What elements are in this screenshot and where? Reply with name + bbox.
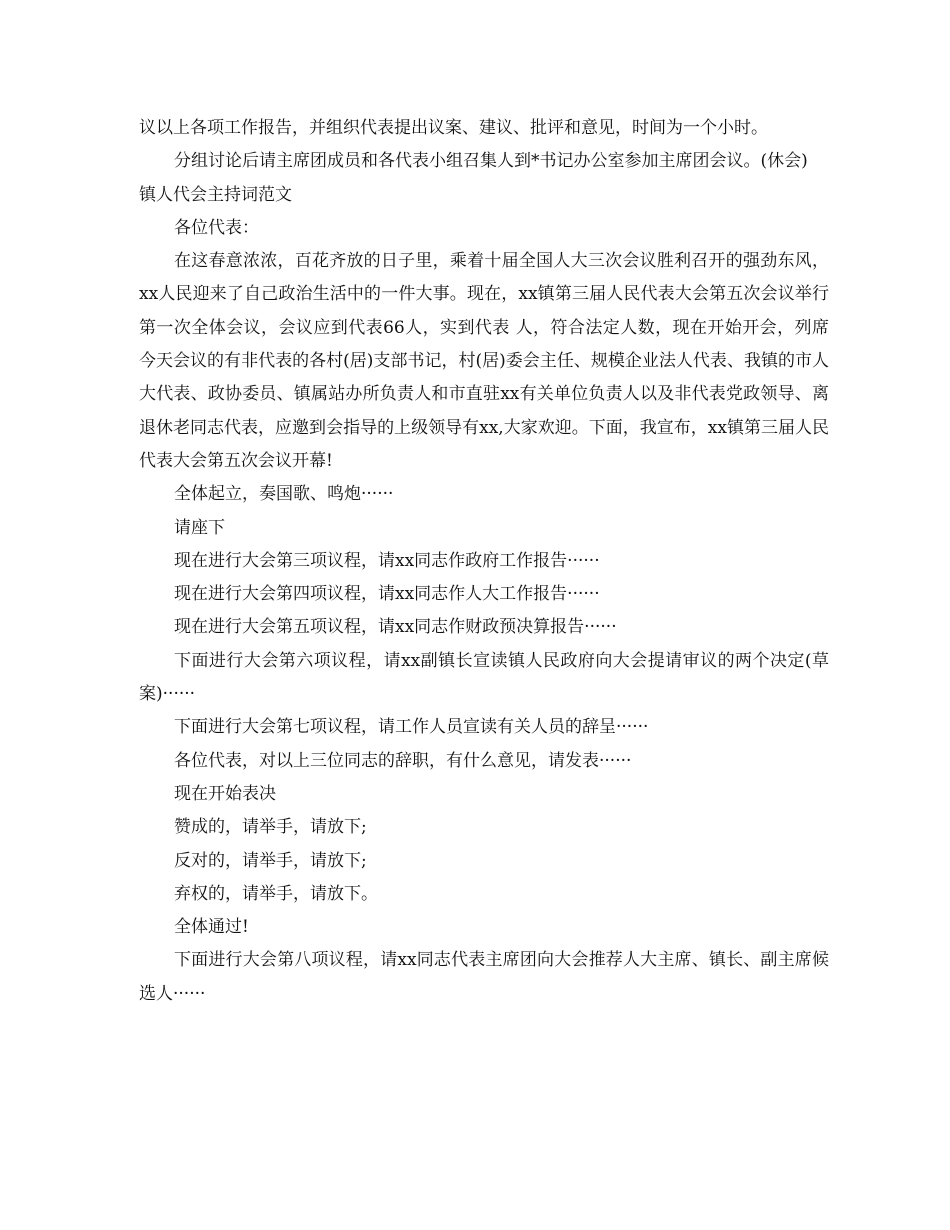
paragraph-agenda-3: 现在进行大会第三项议程，请xx同志作政府工作报告······ [174,550,600,571]
paragraph-agenda-5: 现在进行大会第五项议程，请xx同志作财政预决算报告······ [174,617,617,638]
paragraph-anthem: 全体起立，奏国歌、鸣炮······ [174,484,394,505]
paragraph-vote-abstain: 弃权的，请举手，请放下。 [174,883,378,904]
paragraph-passed: 全体通过! [174,917,249,938]
section-heading: 镇人代会主持词范文 [139,184,292,205]
document-page [139,112,829,1011]
paragraph-1: 议以上各项工作报告，并组织代表提出议案、建议、批评和意见，时间为一个小时。 [139,118,768,138]
paragraph-opinions: 各位代表，对以上三位同志的辞职，有什么意见，请发表······ [174,750,632,771]
opening-paragraph: 在这春意浓浓，百花齐放的日子里，乘着十届全国人大三次会议胜利召开的强劲东风，xx人民迎来了自己政治生活中的一件大事。现在，xx镇第三届人民代表大会第五次会议举行第一次全体会议，会议应到代表66人，实到代表 人，符合法定人数，现在开始开会，列席今天会议的有非代表的各村(居)支部书记，村(居)委会主任、规模企业法人代表、我镇的市人大代表、政协委员、镇属站办所负责人和市直驻xx有关单位负责人以及非代表党政领导、离退休老同志代表，应邀到会指导的上级领导有xx,大家欢迎。下面，我宣布，xx镇第三届人民代表大会第五次会议开幕! [139,251,829,471]
paragraph-vote-yes: 赞成的，请举手，请放下; [174,817,367,838]
paragraph-be-seated: 请座下 [174,517,225,538]
paragraph-agenda-8: 下面进行大会第八项议程，请xx同志代表主席团向大会推荐人大主席、镇长、副主席候选人······ [139,950,829,1004]
salutation: 各位代表： [174,217,259,238]
paragraph-vote-start: 现在开始表决 [174,783,276,804]
paragraph-agenda-6: 下面进行大会第六项议程，请xx副镇长宣读镇人民政府向大会提请审议的两个决定(草案)······ [139,650,829,705]
paragraph-2: 分组讨论后请主席团成员和各代表小组召集人到*书记办公室参加主席团会议。(休会) [174,151,808,172]
paragraph-agenda-4: 现在进行大会第四项议程，请xx同志作人大工作报告······ [174,584,600,605]
paragraph-vote-no: 反对的，请举手，请放下; [174,850,367,871]
paragraph-agenda-7: 下面进行大会第七项议程，请工作人员宣读有关人员的辞呈······ [174,717,649,738]
